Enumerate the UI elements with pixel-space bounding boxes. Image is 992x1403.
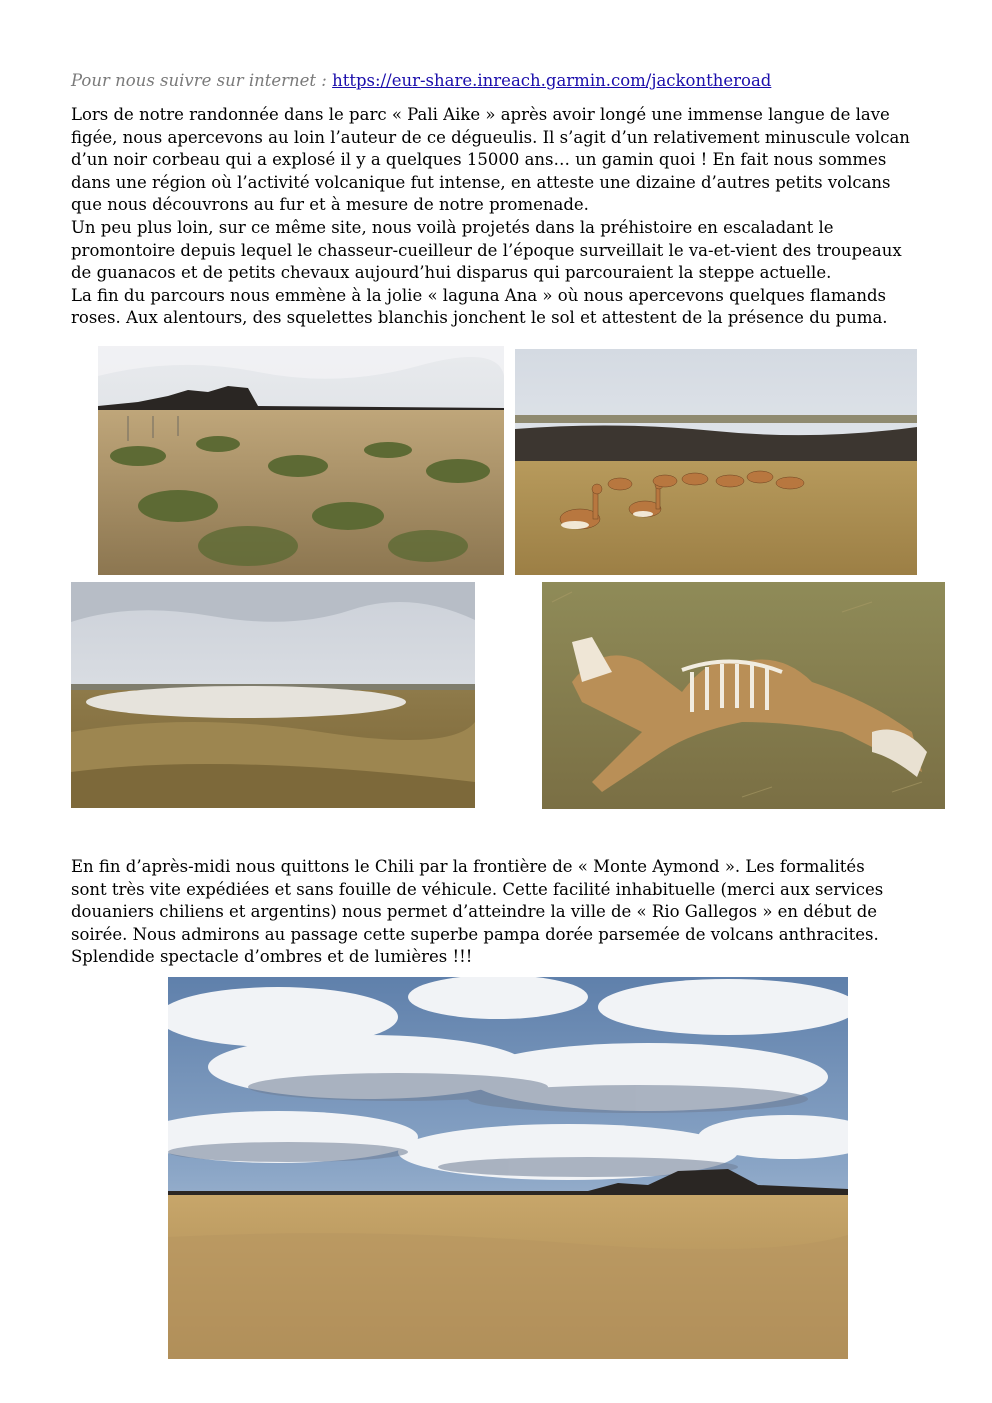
paragraph-line: Un peu plus loin, sur ce même site, nous voilà projetés dans la préhistoire en escaladant le — [71, 217, 834, 237]
photo-skeleton — [542, 582, 945, 809]
paragraph-line: Splendide spectacle d’ombres et de lumières !!! — [71, 947, 473, 967]
paragraph-line: douaniers chiliens et argentins) nous permet d’atteindre la ville de « Rio Gallegos » en début de — [71, 902, 878, 922]
paragraph-line: roses. Aux alentours, des squelettes blanchis jonchent le sol et attestent de la présence du puma. — [71, 308, 888, 328]
paragraph-line: figée, nous apercevons au loin l’auteur de ce dégueulis. Il s’agit d’un relativement minuscule volcan — [71, 127, 910, 147]
paragraph-line: Lors de notre randonnée dans le parc « Pali Aike » après avoir longé une immense langue de lave — [71, 105, 890, 124]
paragraph-line: sont très vite expédiées et sans fouille de véhicule. Cette facilité inhabituelle (merci aux services — [71, 879, 884, 899]
paragraph-line: dans une région où l’activité volcanique fut intense, en atteste une dizaine d’autres petits volcans — [71, 172, 891, 192]
paragraph-line: soirée. Nous admirons au passage cette superbe pampa dorée parsemée de volcans anthracites. — [71, 924, 879, 944]
paragraph-line: de guanacos et de petits chevaux aujourd’hui disparus qui parcouraient la steppe actuelle. — [71, 263, 832, 283]
photo-guanacos — [515, 349, 917, 575]
photo-laguna-ana — [71, 582, 475, 808]
paragraph-line: que nous découvrons au fur et à mesure de notre promenade. — [71, 195, 589, 215]
follow-line — [71, 70, 951, 92]
paragraph-line: La fin du parcours nous emmène à la jolie « laguna Ana » où nous apercevons quelques flamands — [71, 285, 887, 305]
photo-volcano-steppe — [98, 346, 504, 575]
paragraph-line: d’un noir corbeau qui a explosé il y a quelques 15000 ans… un gamin quoi ! En fait nous sommes — [71, 150, 887, 170]
border-paragraph — [71, 856, 951, 969]
follow-lead-text: Pour nous suivre sur internet : — [71, 71, 333, 90]
photo-golden-pampa — [168, 977, 848, 1359]
intro-paragraph — [71, 104, 951, 330]
paragraph-line: promontoire depuis lequel le chasseur-cueilleur de l’époque surveillait le va-et-vient des troupeaux — [71, 240, 902, 260]
paragraph-line: En fin d’après-midi nous quittons le Chili par la frontière de « Monte Aymond ». Les formalités — [71, 857, 865, 876]
inreach-link[interactable]: https://eur-share.inreach.garmin.com/jackontheroad — [332, 71, 772, 90]
